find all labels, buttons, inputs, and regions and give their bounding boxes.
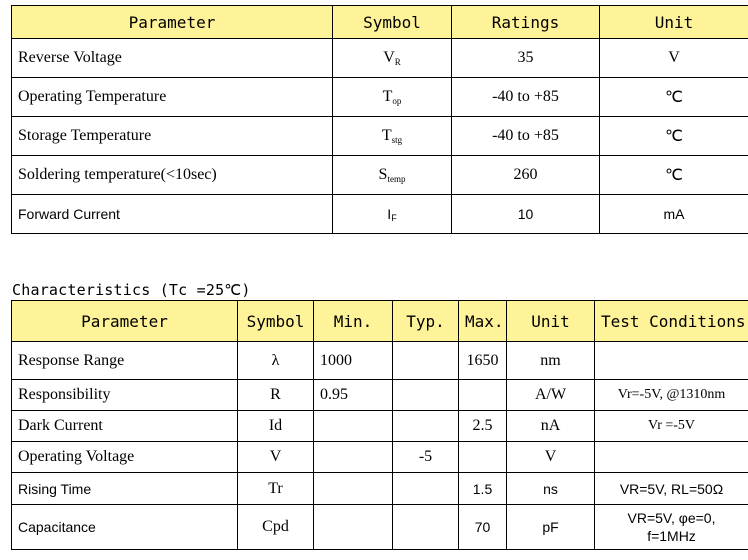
max-cell <box>459 442 507 473</box>
header-test-conditions: Test Conditions <box>595 301 748 342</box>
header-max: Max. <box>459 301 507 342</box>
parameter-cell: Operating Temperature <box>12 78 333 117</box>
unit-cell: ℃ <box>600 78 748 117</box>
test-conditions-cell: Vr =-5V <box>595 411 748 442</box>
table-row <box>12 117 748 156</box>
min-cell <box>314 411 393 442</box>
unit-cell: nm <box>507 342 595 380</box>
table-row <box>12 156 748 195</box>
parameter-cell: Responsibility <box>12 380 238 411</box>
typ-cell <box>393 473 459 505</box>
test-conditions-line: f=1MHz <box>647 528 696 544</box>
test-conditions-cell: Vr=-5V, @1310nm <box>595 380 748 411</box>
typ-cell <box>393 505 459 550</box>
unit-cell: V <box>507 442 595 473</box>
table-row <box>12 78 748 117</box>
min-cell <box>314 505 393 550</box>
header-unit: Unit <box>507 301 595 342</box>
parameter-cell: Reverse Voltage <box>12 39 333 78</box>
max-cell <box>459 380 507 411</box>
symbol-cell: $V_R$ <box>333 39 452 78</box>
symbol-cell: $I_F$ <box>333 195 452 234</box>
unit-cell: nA <box>507 411 595 442</box>
unit-cell: pF <box>507 505 595 550</box>
min-cell <box>314 442 393 473</box>
symbol-cell: λ <box>238 342 314 380</box>
header-min: Min. <box>314 301 393 342</box>
test-conditions-line: VR=5V, φe=0, <box>627 510 716 526</box>
rating-cell: 35 <box>452 39 600 78</box>
symbol-cell: Cpd <box>238 505 314 550</box>
header-unit: Unit <box>600 6 748 39</box>
unit-cell: ns <box>507 473 595 505</box>
parameter-cell: Operating Voltage <box>12 442 238 473</box>
parameter-cell: Forward Current <box>12 195 333 234</box>
rating-cell: -40 to +85 <box>452 78 600 117</box>
absolute-ratings-table <box>11 5 748 234</box>
min-cell: 0.95 <box>314 380 393 411</box>
header-ratings: Ratings <box>452 6 600 39</box>
typ-cell <box>393 380 459 411</box>
table-row <box>12 39 748 78</box>
characteristics-table <box>11 300 748 550</box>
min-cell <box>314 473 393 505</box>
characteristics-caption: Characteristics (Tc =25℃) <box>12 281 251 299</box>
header-typ: Typ. <box>393 301 459 342</box>
typ-cell <box>393 411 459 442</box>
table-row <box>12 195 748 234</box>
typ-cell: -5 <box>393 442 459 473</box>
test-conditions-cell: VR=5V, RL=50Ω <box>595 473 748 505</box>
parameter-cell: Rising Time <box>12 473 238 505</box>
header-parameter: Parameter <box>12 301 238 342</box>
table-row <box>12 380 748 411</box>
table-row <box>12 505 748 550</box>
header-parameter: Parameter <box>12 6 333 39</box>
parameter-cell: Dark Current <box>12 411 238 442</box>
parameter-cell: Soldering temperature(<10sec) <box>12 156 333 195</box>
max-cell: 1.5 <box>459 473 507 505</box>
symbol-cell: R <box>238 380 314 411</box>
typ-cell <box>393 342 459 380</box>
ratings-header-row <box>12 6 748 39</box>
max-cell: 70 <box>459 505 507 550</box>
unit-cell: ℃ <box>600 156 748 195</box>
rating-cell: 260 <box>452 156 600 195</box>
characteristics-header-row <box>12 301 748 342</box>
unit-cell: V <box>600 39 748 78</box>
table-row <box>12 342 748 380</box>
table-row <box>12 473 748 505</box>
symbol-cell: $T_{op}$ <box>333 78 452 117</box>
symbol-cell: Id <box>238 411 314 442</box>
min-cell: 1000 <box>314 342 393 380</box>
symbol-cell: $T_{stg}$ <box>333 117 452 156</box>
header-symbol: Symbol <box>238 301 314 342</box>
unit-cell: mA <box>600 195 748 234</box>
table-row <box>12 442 748 473</box>
max-cell: 2.5 <box>459 411 507 442</box>
test-conditions-cell <box>595 442 748 473</box>
parameter-cell: Storage Temperature <box>12 117 333 156</box>
unit-cell: A/W <box>507 380 595 411</box>
parameter-cell: Capacitance <box>12 505 238 550</box>
test-conditions-cell <box>595 342 748 380</box>
symbol-cell: Tr <box>238 473 314 505</box>
symbol-cell: V <box>238 442 314 473</box>
header-symbol: Symbol <box>333 6 452 39</box>
rating-cell: -40 to +85 <box>452 117 600 156</box>
test-conditions-cell <box>595 505 748 550</box>
max-cell: 1650 <box>459 342 507 380</box>
unit-cell: ℃ <box>600 117 748 156</box>
symbol-cell: $S_{temp}$ <box>333 156 452 195</box>
table-row <box>12 411 748 442</box>
parameter-cell: Response Range <box>12 342 238 380</box>
rating-cell: 10 <box>452 195 600 234</box>
